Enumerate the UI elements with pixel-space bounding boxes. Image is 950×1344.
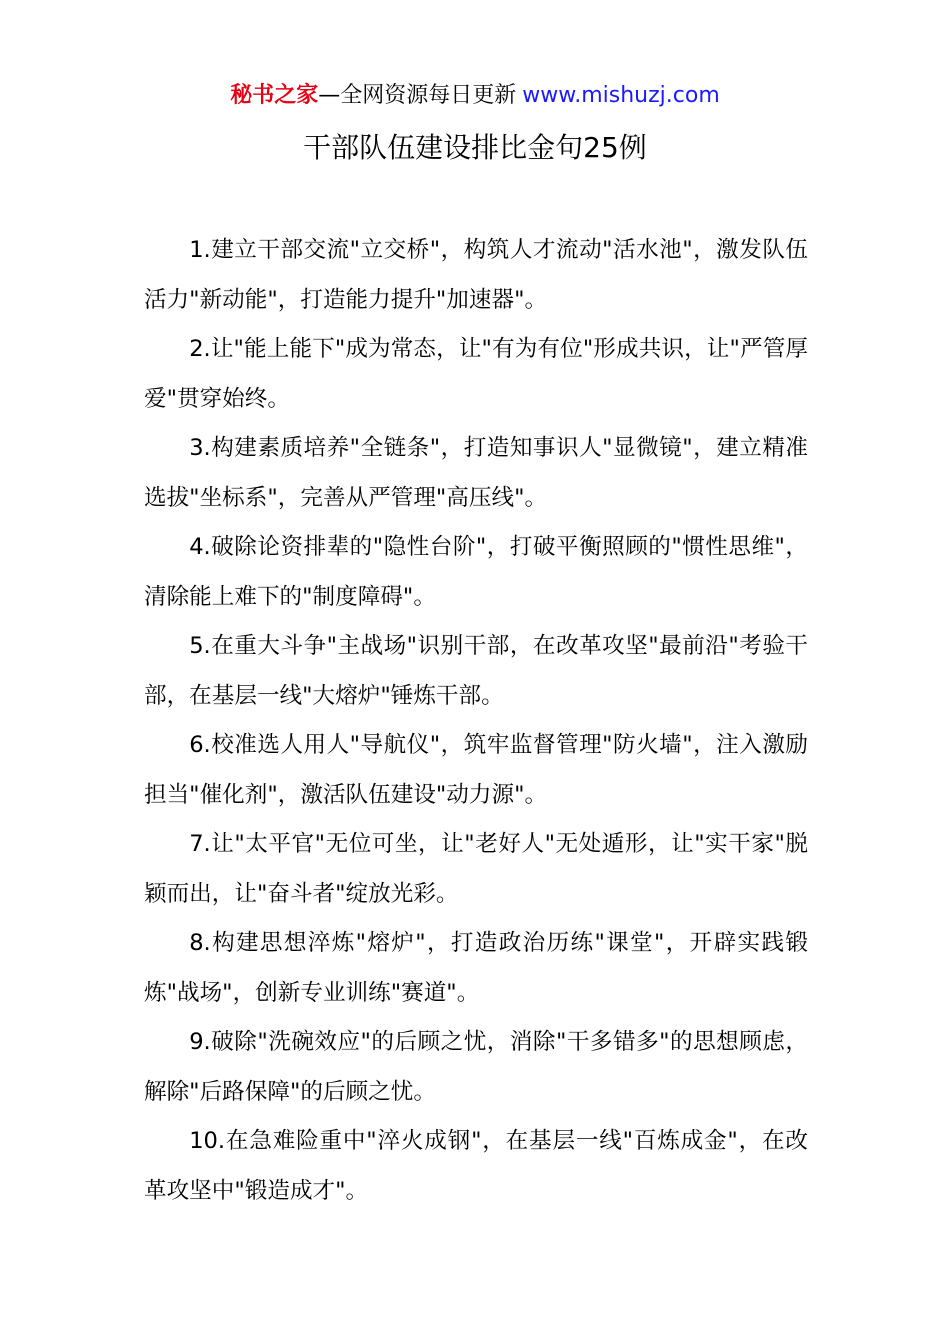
paragraph-3: 3.构建素质培养"全链条"，打造知事识人"显微镜"，建立精准选拔"坐标系"，完善从严管理"高压线"。: [144, 435, 808, 511]
paragraph-10: 10.在急难险重中"淬火成钢"，在基层一线"百炼成金"，在改革攻坚中"锻造成才"。: [144, 1128, 808, 1204]
paragraph-9: 9.破除"洗碗效应"的后顾之忧，消除"干多错多"的思想顾虑，解除"后路保障"的后顾之忧。: [144, 1029, 808, 1105]
site-tagline: —全网资源每日更新: [318, 83, 517, 108]
paragraph-1: 1.建立干部交流"立交桥"，构筑人才流动"活水池"，激发队伍活力"新动能"，打造能力提升"加速器"。: [144, 237, 808, 313]
paragraph-2: 2.让"能上能下"成为常态，让"有为有位"形成共识，让"严管厚爱"贯穿始终。: [144, 336, 808, 412]
brand-name: 秘书之家: [230, 83, 319, 108]
site-url-link[interactable]: www.mishuzj.com: [522, 83, 720, 108]
paragraph-6: 6.校准选人用人"导航仪"，筑牢监督管理"防火墙"，注入激励担当"催化剂"，激活队伍建设"动力源"。: [144, 732, 808, 808]
paragraph-4: 4.破除论资排辈的"隐性台阶"，打破平衡照顾的"惯性思维"，清除能上难下的"制度障碍"。: [144, 534, 808, 610]
paragraph-7: 7.让"太平官"无位可坐，让"老好人"无处遁形，让"实干家"脱颖而出，让"奋斗者"绽放光彩。: [144, 831, 808, 907]
paragraph-5: 5.在重大斗争"主战场"识别干部，在改革攻坚"最前沿"考验干部，在基层一线"大熔炉"锤炼干部。: [144, 633, 808, 709]
document-title: 干部队伍建设排比金句25例: [303, 131, 647, 164]
document-body: [144, 226, 808, 1216]
paragraph-8: 8.构建思想淬炼"熔炉"，打造政治历练"课堂"，开辟实践锻炼"战场"，创新专业训练"赛道"。: [144, 930, 808, 1006]
site-header: [0, 80, 950, 112]
